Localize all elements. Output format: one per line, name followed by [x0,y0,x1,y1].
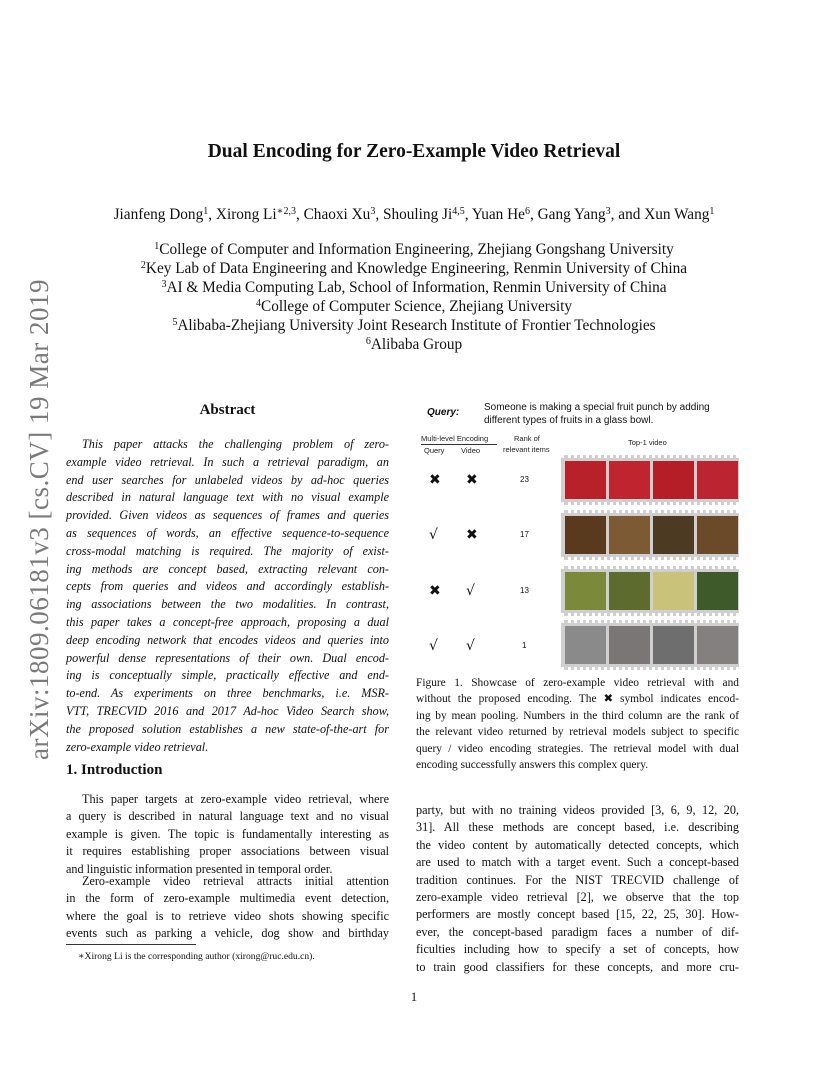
text-line: a query is described in natural language text and no visual [66,809,389,824]
cross-icon: ✖ [429,583,441,599]
author: Jianfeng Dong$^1$ [113,206,209,223]
text-line: to train good classifiers for these concepts, and more cru- [416,959,739,974]
text-line: events such as parking a vehicle, dog show and birthday [66,926,389,941]
text-line: example is given. The topic is fundamentally interesting as [66,826,389,841]
abstract-line: this paper takes a concept-free approach, proposing a dual [66,614,389,629]
abstract-line: the proposed solution establishes a new state-of-the-art for [66,721,389,736]
video-frame [609,626,650,664]
abstract-line: ing is conceptually simple, practically effective and end- [66,668,389,683]
abstract-body [66,436,389,756]
video-frame [565,626,606,664]
footnote: ∗Xirong Li is the corresponding author (xirong@ruc.edu.cn). [78,951,315,962]
abstract-line: provided. Given videos as sequences of frames and queries [66,508,389,523]
affiliation: $^3$AI & Media Computing Lab, School of Information, Renmin University of China [161,279,667,297]
abstract-heading: Abstract [199,402,256,418]
abstract-line: to-end. As experiments on three benchmarks, i.e. MSR- [66,686,389,701]
video-frame-strip [561,455,739,505]
video-frame [609,461,650,499]
rank-value: 23 [520,475,529,484]
abstract-line: ing associations between the two modalities. In contrast, [66,597,389,612]
rank-value: 1 [522,641,527,650]
abstract-line: end user searches for unlabeled videos by ad-hoc queries [66,472,389,487]
abstract-line: ing methods are concept based, extracting relevant con- [66,561,389,576]
text-line: 31]. All these methods are concept based, i.e. describing [416,820,739,835]
text-line: the video content by automatically detected concepts, which [416,837,739,852]
paper-title: Dual Encoding for Zero-Example Video Retrieval [207,141,621,162]
text-line: Zero-example video retrieval attracts initial attention [82,874,389,888]
caption-line: Figure 1. Showcase of zero-example video retrieval with and [416,677,739,689]
header-multilevel: Multi-level Encoding [421,434,489,443]
figure-caption [416,675,739,773]
video-frame-strip [561,566,739,616]
video-frame [653,572,694,610]
video-frame [697,626,738,664]
author: Shouling Ji$^{4,5}$ [382,206,465,223]
text-line: zero-example video retrieval [2], we observe that the top [416,889,739,904]
text-line: are used to match with a target event. Such a concept-based [416,855,739,870]
cross-icon: ✖ [466,527,478,543]
caption-line: the relevant video returned by retrieval models subject to specific [416,726,739,739]
abstract-line: described in natural language text with no visual example [66,490,389,505]
intro-paragraph-2 [66,873,389,943]
affiliation: $^6$Alibaba Group [365,336,463,354]
video-frame [697,516,738,554]
figure-1 [416,398,739,668]
rank-value: 17 [520,530,529,539]
author: Yuan He$^6$ [471,206,530,223]
caption-line: encoding successfully answers this complex query. [416,758,649,771]
author: Xirong $Li^{∗2,3}$ [215,206,296,223]
video-frame-strip [561,620,739,670]
abstract-line: example video retrieval. In such a retrieval paradigm, an [66,454,389,469]
video-frame [697,461,738,499]
check-icon: √ [466,583,475,599]
text-line: ficulties including how to specify a set of concepts, how [416,942,739,957]
abstract-line: VTT, TRECVID 2016 and 2017 Ad-hoc Video Search show, [66,703,389,718]
abstract-line: zero-example video retrieval. [66,739,209,754]
cross-icon: ✖ [429,472,441,488]
header-top1-video: Top-1 video [628,438,667,447]
text-line: ever, the concept-based paradigm faces a number of dif- [416,924,739,939]
abstract-line: This paper attacks the challenging problem of zero- [82,437,389,451]
affiliation-list [0,240,828,355]
text-line: it requires establishing proper associations between visual [66,844,389,859]
header-rule [421,444,497,445]
abstract-line: cross-modal matching is required. The majority of exist- [66,543,389,558]
abstract-line: as sequences of words, an effective sequence-to-sequence [66,525,389,540]
footnote-rule [66,944,196,945]
text-line: tradition continues. For the NIST TRECVID challenge of [416,872,739,887]
arxiv-identifier: arXiv:1809.06181v3 [cs.CV] 19 Mar 2019 [24,279,54,760]
check-icon: √ [429,527,438,543]
video-frame-strip [561,510,739,560]
video-frame [565,461,606,499]
affiliation: $^1$College of Computer and Information Engineering, Zhejiang Gongshang University [154,241,674,258]
video-frame [565,516,606,554]
rank-value: 13 [520,586,529,595]
check-icon: √ [429,638,438,654]
check-icon: √ [466,638,475,654]
author: Chaoxi Xu$^3$ [303,206,376,223]
video-frame [653,516,694,554]
text-line: performers are mostly concept based [15, 22, 25, 30]. How- [416,907,739,922]
cross-icon: ✖ [466,472,478,488]
text-line: where the goal is to retrieve video shots showing specific [66,908,389,923]
video-frame [653,626,694,664]
author: Gang Yang$^3$ [537,206,611,223]
abstract-line: cepts from queries and videos and accordingly establish- [66,579,389,594]
right-column-paragraph [416,802,739,976]
author-list: Jianfeng Dong$^1$, Xirong $Li^{∗2,3}$, Chaoxi Xu$^3$, Shouling Ji$^{4,5}$, Yuan He$^6$, Gang Yang$^3$, and Xun Wang$^1$ [113,206,715,223]
page-number: 1 [410,990,418,1004]
caption-line: without the proposed encoding. The ✖ symbol indicates encod- [416,693,739,706]
abstract-line: powerful dense representations of their own. Dual encod- [66,650,389,665]
intro-paragraph-1 [66,791,389,878]
caption-line: query / video encoding strategies. The retrieval model with dual [416,742,739,755]
text-line: This paper targets at zero-example video retrieval, where [82,792,389,806]
caption-line: ing by mean pooling. Numbers in the third column are the rank of [416,709,739,722]
video-frame [609,572,650,610]
video-frame [565,572,606,610]
affiliation: $^4$College of Computer Science, Zhejiang University [256,298,572,316]
header-rank-1: Rank of [514,434,540,443]
header-query: Query [424,446,445,455]
query-text: Someone is making a special fruit punch by adding different types of fruits in a glass bowl. [484,402,710,426]
video-frame [653,461,694,499]
text-line: and linguistic information presented in temporal order. [66,861,333,876]
header-rank-2: relevant items [503,445,550,454]
video-frame [697,572,738,610]
section-heading-introduction: 1. Introduction [66,762,163,778]
text-line: party, but with no training videos provided [3, 6, 9, 12, 20, [416,803,739,817]
abstract-line: deep encoding network that encodes videos and queries into [66,632,389,647]
query-label: Query: [427,407,460,418]
author: Xun Wang$^1$ [644,206,715,223]
affiliation: $^5$Alibaba-Zhejiang University Joint Research Institute of Frontier Technologies [172,317,656,335]
text-line: in the form of zero-example multimedia event detection, [66,891,389,906]
video-frame [609,516,650,554]
header-video: Video [461,446,481,455]
affiliation: $^2$Key Lab of Data Engineering and Knowledge Engineering, Renmin University of China [140,260,688,278]
